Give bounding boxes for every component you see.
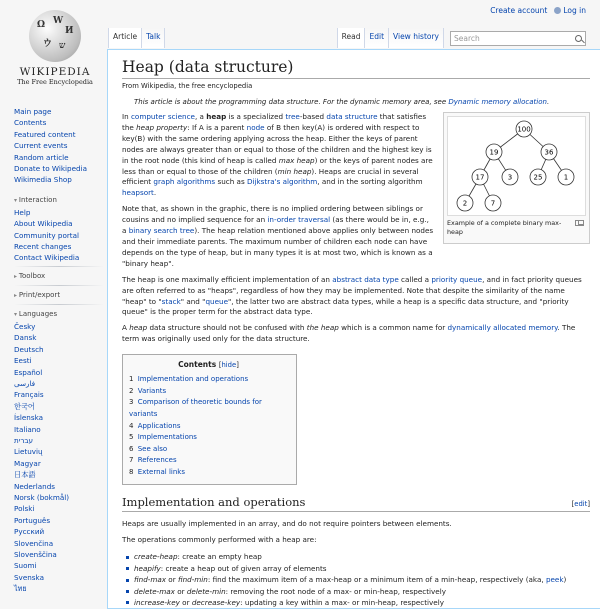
text: which is a common name for (338, 323, 448, 333)
paragraph-impl: Heaps are usually implemented in an array, and do not require pointers between elements. (122, 519, 452, 529)
search-input[interactable] (450, 31, 586, 46)
text: ", the latter two are abstract data types, while a heap is a specific data structure, and "priority queue" is the proper term for the abstract data type. (122, 296, 569, 317)
table-of-contents (122, 354, 297, 485)
text: or (179, 597, 192, 607)
figure-thumbnail (443, 112, 590, 244)
toc-link[interactable]: See also (137, 444, 168, 453)
toc-link[interactable]: References (137, 456, 177, 465)
tab-read[interactable]: Read (337, 28, 365, 48)
link-dijkstra[interactable]: Dijkstra's algorithm (246, 177, 318, 187)
toc-link[interactable]: Variants (137, 386, 167, 395)
toc-item[interactable] (129, 432, 288, 444)
list-item (134, 563, 590, 574)
text: that satisfies the (122, 112, 427, 132)
portal-toolbox-heading[interactable]: ▸ Toolbox (14, 270, 104, 283)
link-in-order-traversal[interactable]: in-order traversal (267, 215, 331, 225)
tab-talk[interactable]: Talk (141, 28, 165, 48)
text: The heap is one maximally efficient implementation of an (122, 274, 333, 284)
tree-node-label: 100 (517, 125, 531, 134)
operation-name: delete-min (186, 586, 226, 596)
text: , a (194, 112, 207, 121)
toc-list (129, 374, 288, 478)
toc-number: 8 (129, 467, 134, 476)
text: data structure should not be confused with (147, 323, 307, 333)
link-priority-queue[interactable]: priority queue (431, 274, 483, 284)
tree-node-label: 25 (533, 173, 543, 182)
text: In (122, 112, 131, 121)
section-edit-link[interactable]: edit (574, 500, 588, 509)
language-link-lang[interactable]: 日本語 (14, 470, 36, 480)
caption-text: Example of a complete binary max-heap (447, 219, 562, 236)
operation-desc: : updating a key within a max- or min-heap, respectively (240, 597, 444, 607)
hatnote-text: This article is about the programming data structure. For the dynamic memory area, see (134, 98, 449, 106)
hatnote-link[interactable]: Dynamic memory allocation (448, 98, 547, 106)
link-peek[interactable]: peek (545, 575, 564, 585)
tab-article[interactable]: Article (108, 28, 141, 48)
language-link-deutsch[interactable]: Deutsch (14, 344, 44, 354)
sidebar-interaction (14, 207, 104, 264)
toc-link[interactable]: Applications (137, 421, 181, 430)
toc-item[interactable] (129, 444, 288, 456)
text: " and " (180, 296, 206, 306)
language-link-slenska[interactable]: Íslenska (14, 413, 44, 423)
toc-number: 4 (129, 421, 134, 430)
language-link-lietuvi[interactable]: Lietuvių (14, 447, 43, 457)
term-heap-property: heap property (136, 122, 188, 132)
toc-number: 2 (129, 386, 134, 395)
toc-hide-link[interactable]: hide (221, 361, 237, 370)
heap-diagram[interactable] (447, 116, 586, 216)
link-dynamic-memory[interactable]: dynamically allocated memory (447, 323, 558, 333)
language-link-norsk-bokm-l[interactable]: Norsk (bokmål) (14, 492, 70, 502)
language-link-polski[interactable]: Polski (14, 504, 35, 514)
toc-hide-toggle[interactable]: [hide] (218, 361, 239, 370)
toc-link[interactable]: Implementations (137, 433, 197, 442)
language-link-nederlands[interactable]: Nederlands (14, 481, 56, 491)
text: (as there would be in, e.g., a (122, 215, 429, 236)
tagline: The Free Encyclopedia (17, 78, 93, 86)
paragraph-confusion (122, 323, 590, 345)
language-link-sloven-ina[interactable]: Slovenčina (14, 538, 54, 548)
text: is a specialized (226, 112, 286, 121)
toc-link[interactable]: Comparison of theoretic bounds for variants (129, 398, 262, 418)
portal-interaction-heading[interactable]: ▾ Interaction (14, 194, 104, 207)
operation-desc: : find the maximum item of a max-heap or a minimum item of a min-heap, respectively (aka, (207, 575, 546, 585)
puzzle-globe-icon: Ω W И ウ ש (29, 10, 81, 62)
search-placeholder: Search (454, 33, 480, 43)
language-link-magyar[interactable]: Magyar (14, 458, 41, 468)
list-item (134, 586, 590, 597)
divider (14, 285, 104, 286)
link-node[interactable]: node (246, 122, 265, 132)
toc-item[interactable] (129, 374, 288, 386)
language-link-portugu-s[interactable]: Português (14, 515, 51, 525)
list-item (134, 574, 590, 585)
operation-name: find-min (177, 575, 208, 585)
sidebar-item-donate-to-wikipedia[interactable]: Donate to Wikipedia (14, 164, 87, 174)
login-label[interactable]: Log in (563, 6, 586, 15)
toc-number: 7 (129, 456, 134, 465)
paragraph-priority-queue (122, 275, 590, 319)
portal-print-heading[interactable]: ▸ Print/export (14, 289, 104, 302)
link-tree[interactable]: tree (285, 112, 300, 121)
text: of B then key(A) is ordered with respect to key(B) with the same ordering applying across the heap. Either the keys of parent nodes are always greater than or equal to those of the children and the highest key is in the root node (this kind of heap is called (122, 122, 432, 165)
sidebar-item-contents[interactable]: Contents (14, 118, 47, 128)
operation-desc: : removing the root node of a max- or min-heap, respectively (225, 586, 446, 596)
sidebar-item-random-article[interactable]: Random article (14, 152, 69, 162)
link-data-structure[interactable]: data structure (326, 112, 378, 121)
text: , and in fact priority queues are often referred to as "heaps", regardless of how they may be implemented. Note that despite the similarity of the name "heap" to " (122, 274, 582, 306)
tree-node-label: 19 (489, 148, 499, 157)
language-link-espa-ol[interactable]: Español (14, 367, 43, 377)
wikipedia-logo[interactable] (14, 10, 96, 100)
sidebar-item-help[interactable]: Help (14, 207, 31, 217)
divider (14, 266, 104, 267)
search-icon[interactable] (575, 35, 582, 42)
toc-item[interactable] (129, 386, 288, 398)
language-link-dansk[interactable]: Dansk (14, 333, 37, 343)
text: or (166, 575, 178, 585)
tab-history[interactable]: View history (388, 28, 444, 48)
personal-tools (490, 6, 586, 15)
term-heap: heap (129, 323, 148, 333)
section-heading (122, 495, 590, 512)
text: : If A is a parent (187, 122, 247, 132)
text: or (174, 586, 187, 596)
language-link-lang[interactable]: עברית (14, 435, 34, 445)
operation-name: decrease-key (191, 597, 241, 607)
sidebar-item-wikimedia-shop[interactable]: Wikimedia Shop (14, 175, 72, 185)
paragraph-ops-intro: The operations commonly performed with a heap are: (122, 535, 317, 545)
operation-name: delete-max (134, 586, 175, 596)
operation-desc: : create a heap out of given array of elements (160, 563, 327, 573)
view-tabs (337, 28, 586, 48)
operation-name: heapify (134, 563, 161, 573)
text: such as (215, 177, 247, 187)
figure-caption (447, 216, 586, 237)
toc-title (129, 360, 288, 369)
operation-name: create-heap (134, 552, 178, 562)
operation-name: find-max (134, 575, 167, 585)
text: , and in the sorting algorithm (317, 177, 423, 187)
namespace-tabs (108, 28, 165, 48)
toc-item[interactable] (129, 455, 288, 467)
language-link-fran-ais[interactable]: Français (14, 390, 44, 400)
page-title: Heap (data structure) (122, 58, 590, 79)
create-account-link[interactable]: Create account (490, 6, 548, 15)
toc-link[interactable]: Implementation and operations (137, 375, 249, 384)
wordmark: WIKIPEDIA (19, 66, 91, 78)
divider (14, 304, 104, 305)
language-link-italiano[interactable]: Italiano (14, 424, 41, 434)
tree-node-label: 7 (490, 199, 496, 208)
tree-node-label: 17 (475, 173, 485, 182)
section-title: Implementation and operations (122, 495, 306, 510)
list-item (134, 597, 590, 608)
sidebar-item-main-page[interactable]: Main page (14, 107, 52, 116)
toc-link[interactable]: External links (137, 467, 185, 476)
toc-item[interactable] (129, 467, 288, 479)
tab-edit[interactable]: Edit (364, 28, 388, 48)
sidebar-item-contact-wikipedia[interactable]: Contact Wikipedia (14, 253, 80, 263)
language-link-suomi[interactable]: Suomi (14, 561, 37, 571)
language-link-eesti[interactable]: Eesti (14, 356, 32, 366)
sidebar-item-about-wikipedia[interactable]: About Wikipedia (14, 219, 73, 229)
text: ) (563, 575, 567, 585)
list-item (134, 551, 590, 562)
toc-number: 6 (129, 444, 134, 453)
link-abstract-data-type[interactable]: abstract data type (332, 274, 399, 284)
tree-node-label: 36 (544, 148, 554, 157)
link-heapsort[interactable]: heapsort (122, 188, 154, 198)
sidebar-item-community-portal[interactable]: Community portal (14, 230, 80, 240)
article-content (107, 49, 600, 609)
sidebar-item-current-events[interactable]: Current events (14, 141, 68, 151)
sidebar-languages (14, 321, 104, 595)
toc-title-text: Contents (178, 360, 217, 370)
operation-desc: : create an empty heap (177, 552, 262, 562)
text: . The term was originally used only for the data structure. (122, 323, 576, 344)
language-link-esky[interactable]: Česky (14, 321, 36, 331)
toc-number: 5 (129, 433, 134, 442)
text: A (122, 323, 130, 333)
term-the-heap: the heap (306, 323, 339, 333)
site-sub: From Wikipedia, the free encyclopedia (122, 82, 253, 90)
sidebar-item-recent-changes[interactable]: Recent changes (14, 242, 72, 252)
hatnote-end: . (546, 98, 550, 106)
text: called a (398, 274, 432, 284)
operations-list (134, 551, 590, 608)
text: ). The heap relation mentioned above applies only between nodes and their immediate parents. The maximum number of children each node can have depends on the type of heap, but in many types it is at most two, which is known as a "binary heap". (122, 226, 434, 268)
tree-node-label: 3 (507, 173, 513, 182)
section-edit[interactable]: [edit] (571, 500, 590, 509)
link-queue[interactable]: queue (205, 296, 228, 306)
text: . (153, 188, 157, 198)
operation-name: increase-key (134, 597, 180, 607)
tree-node-label: 1 (563, 173, 569, 182)
link-binary-search-tree[interactable]: binary search tree (128, 226, 195, 236)
text: ) or the keys of parent nodes are less than or equal to those of the children ( (122, 155, 433, 176)
term-heap: heap (206, 112, 227, 121)
enlarge-icon[interactable] (575, 220, 584, 226)
sidebar-item-featured-content[interactable]: Featured content (14, 129, 76, 139)
language-link-lang[interactable]: 한국어 (14, 401, 35, 411)
term-max-heap: max heap (278, 155, 315, 165)
tree-node-label: 2 (462, 199, 468, 208)
link-graph-algorithms[interactable]: graph algorithms (153, 177, 216, 187)
text: Note that, as shown in the graphic, there is no implied ordering between siblings or cousins and no implied sequence for an (122, 204, 423, 225)
toc-number: 1 (129, 375, 134, 384)
language-link-sloven-ina[interactable]: Slovenščina (14, 550, 57, 559)
term-min-heap: min heap (277, 166, 312, 176)
portal-languages-heading[interactable]: ▾ Languages (14, 308, 104, 321)
link-computer-science[interactable]: computer science (130, 112, 195, 121)
sidebar (14, 106, 104, 595)
login-link[interactable] (554, 6, 586, 15)
heap-tree-svg (448, 117, 587, 217)
language-link-lang[interactable]: فارسی (14, 378, 36, 388)
toc-item[interactable] (129, 421, 288, 433)
toc-number: 3 (129, 398, 134, 407)
link-stack[interactable]: stack (161, 296, 181, 306)
toc-item[interactable] (129, 397, 288, 420)
language-link-svenska[interactable]: Svenska (14, 572, 44, 582)
language-link-lang[interactable]: Русский (14, 527, 45, 537)
text: ). Heaps are crucial in several efficient (122, 166, 419, 187)
text: -based (299, 112, 327, 121)
hatnote (122, 98, 590, 106)
sidebar-navigation (14, 106, 104, 186)
language-link-lang[interactable]: ไทย (14, 584, 27, 594)
user-icon (554, 7, 561, 14)
